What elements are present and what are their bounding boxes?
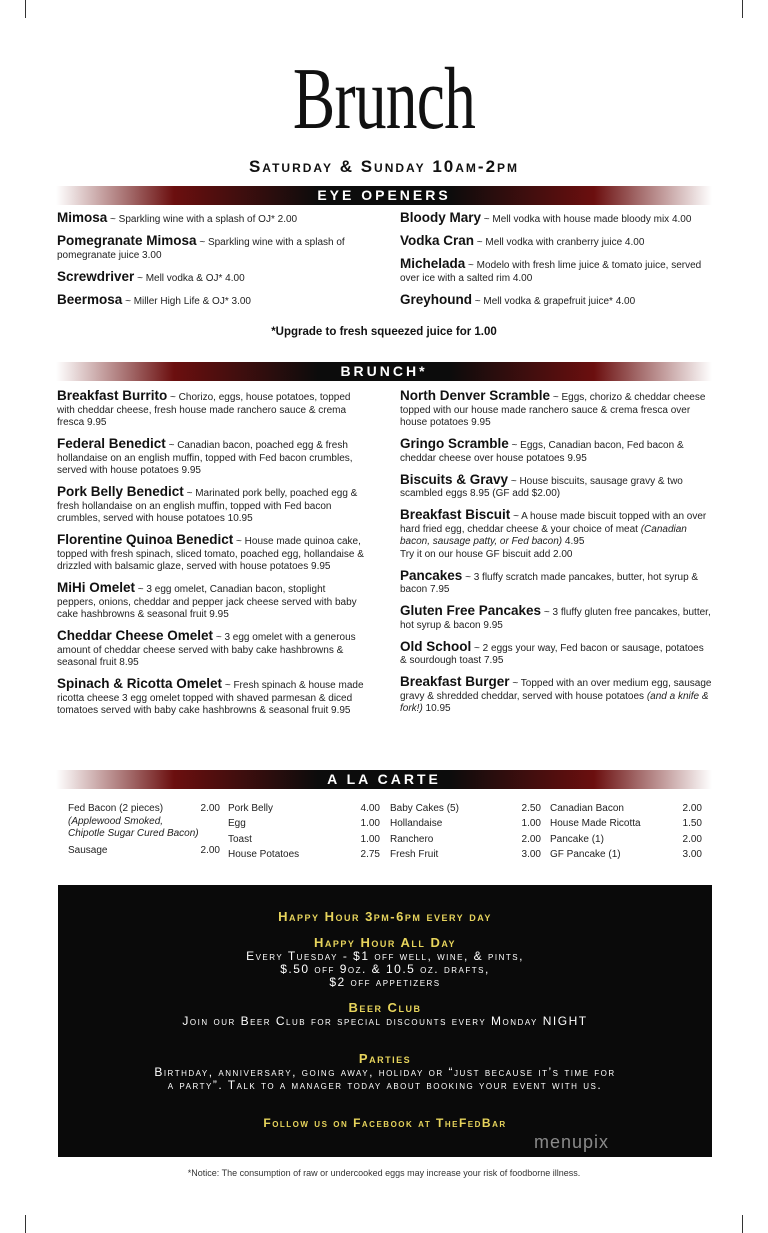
a-la-carte-item: Pork Belly 4.00 <box>228 803 380 814</box>
beer-club-text: Join our Beer Club for special discounts every Monday NIGHT <box>182 1014 588 1028</box>
beer-club-heading: Beer Club <box>348 1000 422 1015</box>
brunch-right <box>400 390 712 724</box>
section-title: EYE OPENERS <box>317 187 451 203</box>
menu-item: Breakfast Biscuit ~ A house made biscuit topped with an over hard fried egg, cheddar cheese & your choice of meat (Canadian bacon, sausage patty, or Fed bacon) 4.95 Try it on our house GF biscuit add 2.00 <box>400 507 707 560</box>
happy-hour-heading: Happy Hour 3pm-6pm every day <box>278 909 492 924</box>
menu-item: Michelada ~ Modelo with fresh lime juice & tomato juice, served over ice with a salted rim 4.00 <box>400 256 702 284</box>
a-la-carte-item: Hollandaise 1.00 <box>390 818 541 830</box>
a-la-carte-item: Egg 1.00 <box>228 818 380 830</box>
promo-box <box>58 885 712 1157</box>
parties-line: Birthday, anniversary, going away, holiday or “just because it’s time for <box>154 1065 616 1079</box>
menu-item: Pomegranate Mimosa ~ Sparkling wine with a splash of pomegranate juice 3.00 <box>57 233 345 261</box>
menu-item: Screwdriver ~ Mell vodka & OJ* 4.00 <box>57 268 245 284</box>
crop-mark <box>742 0 743 18</box>
menu-item: Breakfast Burger ~ Topped with an over medium egg, sausage gravy & shredded cheddar, served with house potatoes (and a knife & fork!) 10.95 <box>400 674 712 714</box>
a-la-carte-item: House Made Ricotta 1.50 <box>550 818 702 830</box>
menu-item: Biscuits & Gravy ~ House biscuits, sausage gravy & two scambled eggs 8.95 (GF add $2.00) <box>400 471 683 499</box>
menu-item: Federal Benedict ~ Canadian bacon, poached egg & fresh hollandaise on an english muffin, topped with Fed bacon crumbles, served with house potatoes 9.95 <box>57 436 353 476</box>
menu-item: Mimosa ~ Sparkling wine with a splash of OJ* 2.00 <box>57 210 298 225</box>
a-la-carte-item: Pancake (1) 2.00 <box>550 833 702 845</box>
foodborne-notice: *Notice: The consumption of raw or undercooked eggs may increase your risk of foodborne illness. <box>187 1168 581 1178</box>
parties-line: a party”. Talk to a manager today about booking your event with us. <box>167 1078 603 1092</box>
happy-hour-all-day-heading: Happy Hour All Day <box>313 935 457 950</box>
menu-item: MiHi Omelet ~ 3 egg omelet, Canadian bacon, stoplight peppers, onions, cheddar and pepper jack cheese served with baby cake hashbrowns & seasonal fruit 9.95 <box>57 580 357 620</box>
menu-item: Pork Belly Benedict ~ Marinated pork belly, poached egg & fresh hollandaise on an english muffin, topped with Fed bacon crumbles, served with house potatoes 10.95 <box>57 484 358 524</box>
menu-item: Breakfast Burrito ~ Chorizo, eggs, house potatoes, topped with cheddar cheese, fresh house made ranchero sauce & crema fresca 9.95 <box>57 388 351 428</box>
a-la-carte-item: Sausage 2.00 <box>68 845 220 857</box>
menu-item: Gluten Free Pancakes ~ 3 fluffy gluten free pancakes, butter, hot syrup & bacon 9.95 <box>400 603 711 631</box>
menu-item: North Denver Scramble ~ Eggs, chorizo & cheddar cheese topped with our house made ranchero sauce & crema fresca over house potatoes 9.95 <box>400 388 706 428</box>
crop-mark <box>742 1215 743 1233</box>
a-la-carte-item: Ranchero 2.00 <box>390 833 541 845</box>
a-la-carte-item: Toast 1.00 <box>228 833 380 845</box>
a-la-carte-item: GF Pancake (1) 3.00 <box>550 848 702 860</box>
facebook-link[interactable]: Follow us on Facebook at TheFedBar <box>263 1116 507 1130</box>
crop-mark <box>25 1215 26 1233</box>
a-la-carte-col-1 <box>68 801 220 859</box>
section-bar-a-la-carte <box>56 770 712 789</box>
juice-upgrade-note: *Upgrade to fresh squeezed juice for 1.00 <box>271 326 497 338</box>
parties-heading: Parties <box>358 1051 412 1066</box>
menu-item: Gringo Scramble ~ Eggs, Canadian bacon, Fed bacon & cheddar cheese over house potatoes 9.95 <box>400 436 684 464</box>
menu-item: Old School ~ 2 eggs your way, Fed bacon or sausage, potatoes & sourdough toast 7.95 <box>400 638 704 666</box>
a-la-carte-note: Chipotle Sugar Cured Bacon) <box>68 828 199 840</box>
eye-openers-left <box>57 212 357 317</box>
menu-item: Pancakes ~ 3 fluffy scratch made pancakes, butter, hot syrup & bacon 7.95 <box>400 567 699 595</box>
happy-hour-line: $2 off appetizers <box>329 975 441 989</box>
a-la-carte-col-3 <box>390 801 541 862</box>
menu-item: Cheddar Cheese Omelet ~ 3 egg omelet with a generous amount of cheddar cheese served with baby cake hashbrowns & seasonal fruit 8.95 <box>57 628 356 668</box>
menu-item: Vodka Cran ~ Mell vodka with cranberry juice 4.00 <box>400 233 645 248</box>
section-bar-brunch <box>56 362 712 381</box>
a-la-carte-item: Fed Bacon (2 pieces) 2.00 <box>68 803 220 814</box>
menu-item: Bloody Mary ~ Mell vodka with house made bloody mix 4.00 <box>400 210 692 225</box>
section-title: BRUNCH* <box>340 363 428 379</box>
a-la-carte-item: House Potatoes 2.75 <box>228 848 380 860</box>
happy-hour-line: $.50 off 9oz. & 10.5 oz. drafts, <box>280 962 490 976</box>
a-la-carte-item: Baby Cakes (5) 2.50 <box>390 803 541 814</box>
menu-item: Spinach & Ricotta Omelet ~ Fresh spinach & house made ricotta cheese 3 egg omelet topped with shaved parmesan & diced tomatoes served with baby cake hashbrowns & seasonal fruit 9.95 <box>57 676 364 716</box>
menu-item: Greyhound ~ Mell vodka & grapefruit juice* 4.00 <box>400 291 636 307</box>
menu-subtitle: Saturday & Sunday 10am-2pm <box>248 157 520 176</box>
a-la-carte-item: Fresh Fruit 3.00 <box>390 848 541 860</box>
crop-mark <box>25 0 26 18</box>
section-bar-eye-openers <box>56 186 712 205</box>
menu-item: Florentine Quinoa Benedict ~ House made quinoa cake, topped with fresh spinach, sliced tomato, poached egg, hollandaise & drizzled with balsamic glaze, served with house potatoes 9.95 <box>57 532 364 572</box>
menu-item: Beermosa ~ Miller High Life & OJ* 3.00 <box>57 291 251 307</box>
a-la-carte-note: (Applewood Smoked, <box>68 816 164 828</box>
brunch-left <box>57 390 367 726</box>
happy-hour-line: Every Tuesday - $1 off well, wine, & pints, <box>246 949 524 963</box>
eye-openers-right <box>400 212 710 317</box>
menupix-watermark: menupix <box>534 1132 610 1152</box>
a-la-carte-col-4 <box>550 801 702 862</box>
a-la-carte-col-2 <box>228 801 380 862</box>
menu-title: Brunch <box>292 51 476 148</box>
section-title: A LA CARTE <box>327 771 441 787</box>
a-la-carte-item: Canadian Bacon 2.00 <box>550 803 702 814</box>
